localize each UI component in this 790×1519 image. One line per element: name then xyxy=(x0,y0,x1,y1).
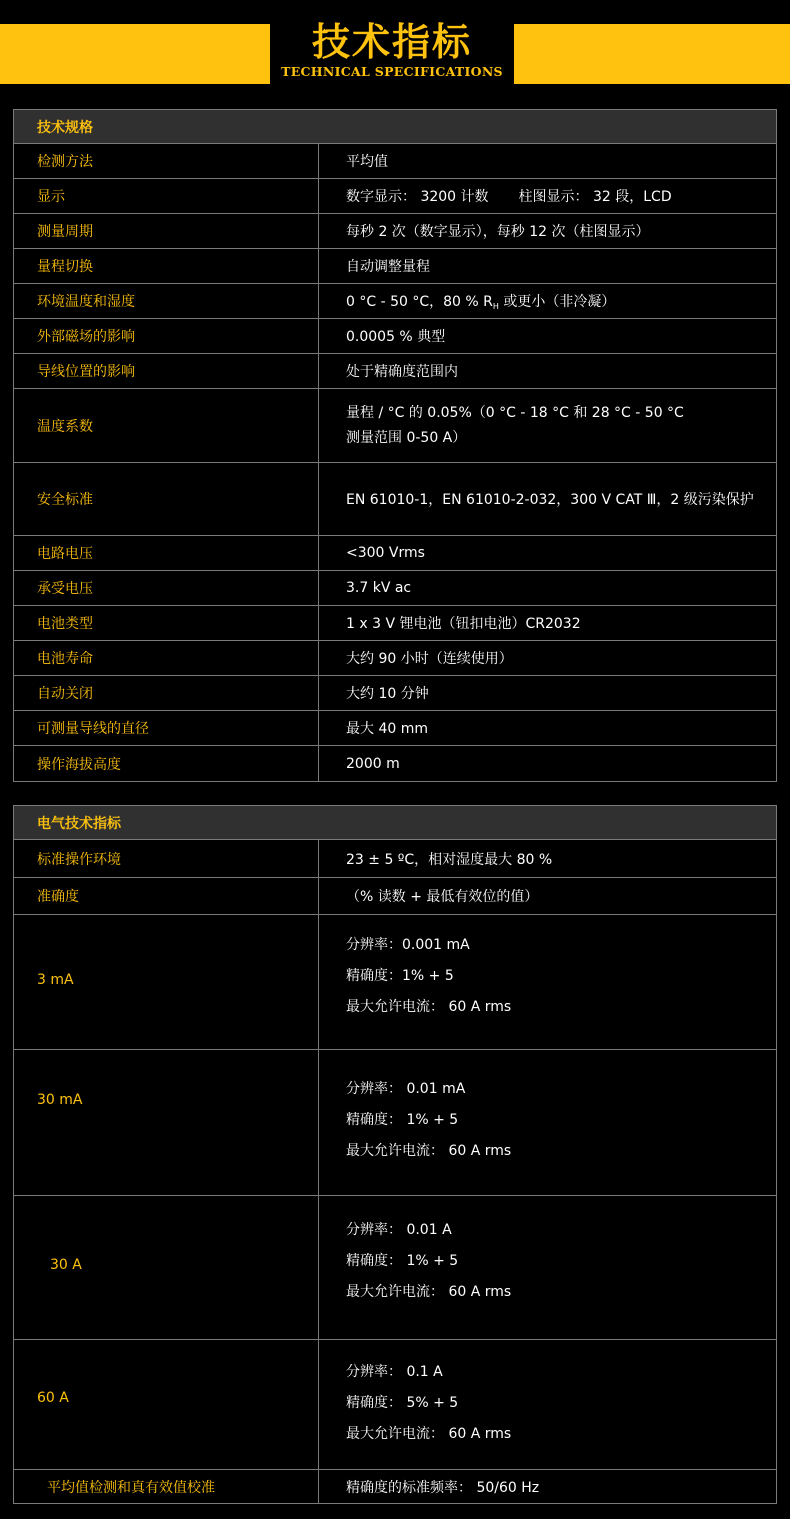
row-value: 23 ± 5 ºC，相对湿度最大 80 % xyxy=(319,840,777,878)
range-label: 60 A xyxy=(14,1340,319,1470)
row-value: 最大 40 mm xyxy=(319,711,777,746)
title-banner xyxy=(0,0,790,110)
banner-band-right xyxy=(514,24,790,84)
row-value: 1 x 3 V 锂电池（钮扣电池）CR2032 xyxy=(319,606,777,641)
table-row xyxy=(14,676,777,711)
table-row xyxy=(14,1470,777,1504)
page-title: 技术指标 xyxy=(311,20,472,64)
max-current-text: 最大允许电流： 60 A rms xyxy=(346,999,512,1015)
row-label: 可测量导线的直径 xyxy=(14,711,319,746)
row-value: 0.0005 % 典型 xyxy=(319,319,777,354)
row-value: （% 读数 + 最低有效位的值） xyxy=(319,878,777,915)
row-label: 测量周期 xyxy=(14,214,319,249)
bargraph-display-value: 柱图显示： 32 段，LCD xyxy=(518,189,672,205)
row-label: 自动关闭 xyxy=(14,676,319,711)
table-row xyxy=(14,214,777,249)
table-row xyxy=(14,389,777,463)
accuracy-text: 精确度： 5% + 5 xyxy=(346,1395,459,1411)
row-value xyxy=(319,389,777,463)
table-row xyxy=(14,606,777,641)
accuracy-text: 精确度： 1% + 5 xyxy=(346,1253,459,1269)
row-value: 处于精确度范围内 xyxy=(319,354,777,389)
table-row xyxy=(14,878,777,915)
row-value: 大约 10 分钟 xyxy=(319,676,777,711)
resolution-text: 分辨率： 0.01 A xyxy=(346,1222,452,1238)
row-value xyxy=(319,284,777,319)
row-label: 电路电压 xyxy=(14,536,319,571)
table-row xyxy=(14,1050,777,1196)
range-label: 30 A xyxy=(14,1196,319,1340)
range-value xyxy=(319,1340,777,1470)
resolution-text: 分辨率： 0.01 mA xyxy=(346,1081,466,1097)
table-row xyxy=(14,641,777,676)
table-row xyxy=(14,249,777,284)
max-current-text: 最大允许电流： 60 A rms xyxy=(346,1284,512,1300)
row-label: 显示 xyxy=(14,179,319,214)
row-value: 每秒 2 次（数字显示），每秒 12 次（柱图显示） xyxy=(319,214,777,249)
row-value xyxy=(319,179,777,214)
row-label: 承受电压 xyxy=(14,571,319,606)
row-label: 电池类型 xyxy=(14,606,319,641)
row-label: 安全标准 xyxy=(14,463,319,536)
spec-table-header: 技术规格 xyxy=(14,110,777,144)
value-text: 或更小（非冷凝） xyxy=(498,294,616,310)
row-label: 电池寿命 xyxy=(14,641,319,676)
table-row xyxy=(14,840,777,878)
digital-display-value: 数字显示： 3200 计数 xyxy=(346,189,489,205)
table-row xyxy=(14,746,777,782)
row-label: 操作海拔高度 xyxy=(14,746,319,782)
accuracy-text: 精确度：1% + 5 xyxy=(346,968,454,984)
range-label: 30 mA xyxy=(14,1050,319,1196)
row-value: 2000 m xyxy=(319,746,777,782)
row-value: 平均值 xyxy=(319,144,777,179)
row-label: 平均值检测和真有效值校准 xyxy=(14,1470,319,1504)
range-value xyxy=(319,915,777,1050)
value-line: 量程 / °C 的 0.05%（0 °C - 18 °C 和 28 °C - 50 °C xyxy=(346,404,684,421)
banner-band-left xyxy=(0,24,270,84)
row-label: 准确度 xyxy=(14,878,319,915)
row-value: 大约 90 小时（连续使用） xyxy=(319,641,777,676)
row-label: 环境温度和湿度 xyxy=(14,284,319,319)
table-row xyxy=(14,144,777,179)
row-value: EN 61010-1，EN 61010-2-032，300 V CAT Ⅲ，2 级污染保护 xyxy=(319,463,777,536)
max-current-text: 最大允许电流： 60 A rms xyxy=(346,1426,512,1442)
value-subscript: H xyxy=(492,302,499,311)
accuracy-text: 精确度： 1% + 5 xyxy=(346,1112,459,1128)
row-label: 量程切换 xyxy=(14,249,319,284)
row-label: 温度系数 xyxy=(14,389,319,463)
resolution-text: 分辨率： 0.1 A xyxy=(346,1364,443,1380)
row-label: 检测方法 xyxy=(14,144,319,179)
spec-table xyxy=(13,109,777,782)
table-row xyxy=(14,463,777,536)
row-value: 3.7 kV ac xyxy=(319,571,777,606)
resolution-text: 分辨率：0.001 mA xyxy=(346,937,470,953)
row-value: 自动调整量程 xyxy=(319,249,777,284)
range-label: 3 mA xyxy=(14,915,319,1050)
electrical-table-header: 电气技术指标 xyxy=(14,806,777,840)
table-row xyxy=(14,711,777,746)
range-value xyxy=(319,1050,777,1196)
banner-title-box xyxy=(270,14,514,90)
page-subtitle: TECHNICAL SPECIFICATIONS xyxy=(281,64,503,79)
value-line: 测量范围 0-50 A） xyxy=(346,429,467,446)
value-text: 0 °C - 50 °C，80 % R xyxy=(346,294,493,310)
table-row xyxy=(14,319,777,354)
range-value xyxy=(319,1196,777,1340)
row-value: <300 Vrms xyxy=(319,536,777,571)
table-row xyxy=(14,179,777,214)
table-row xyxy=(14,1340,777,1470)
row-label: 标准操作环境 xyxy=(14,840,319,878)
max-current-text: 最大允许电流： 60 A rms xyxy=(346,1143,512,1159)
table-row xyxy=(14,284,777,319)
table-row xyxy=(14,536,777,571)
table-row xyxy=(14,354,777,389)
table-row xyxy=(14,571,777,606)
table-row xyxy=(14,1196,777,1340)
table-row xyxy=(14,915,777,1050)
row-label: 导线位置的影响 xyxy=(14,354,319,389)
row-label: 外部磁场的影响 xyxy=(14,319,319,354)
electrical-spec-table xyxy=(13,805,777,1504)
row-value: 精确度的标准频率： 50/60 Hz xyxy=(319,1470,777,1504)
